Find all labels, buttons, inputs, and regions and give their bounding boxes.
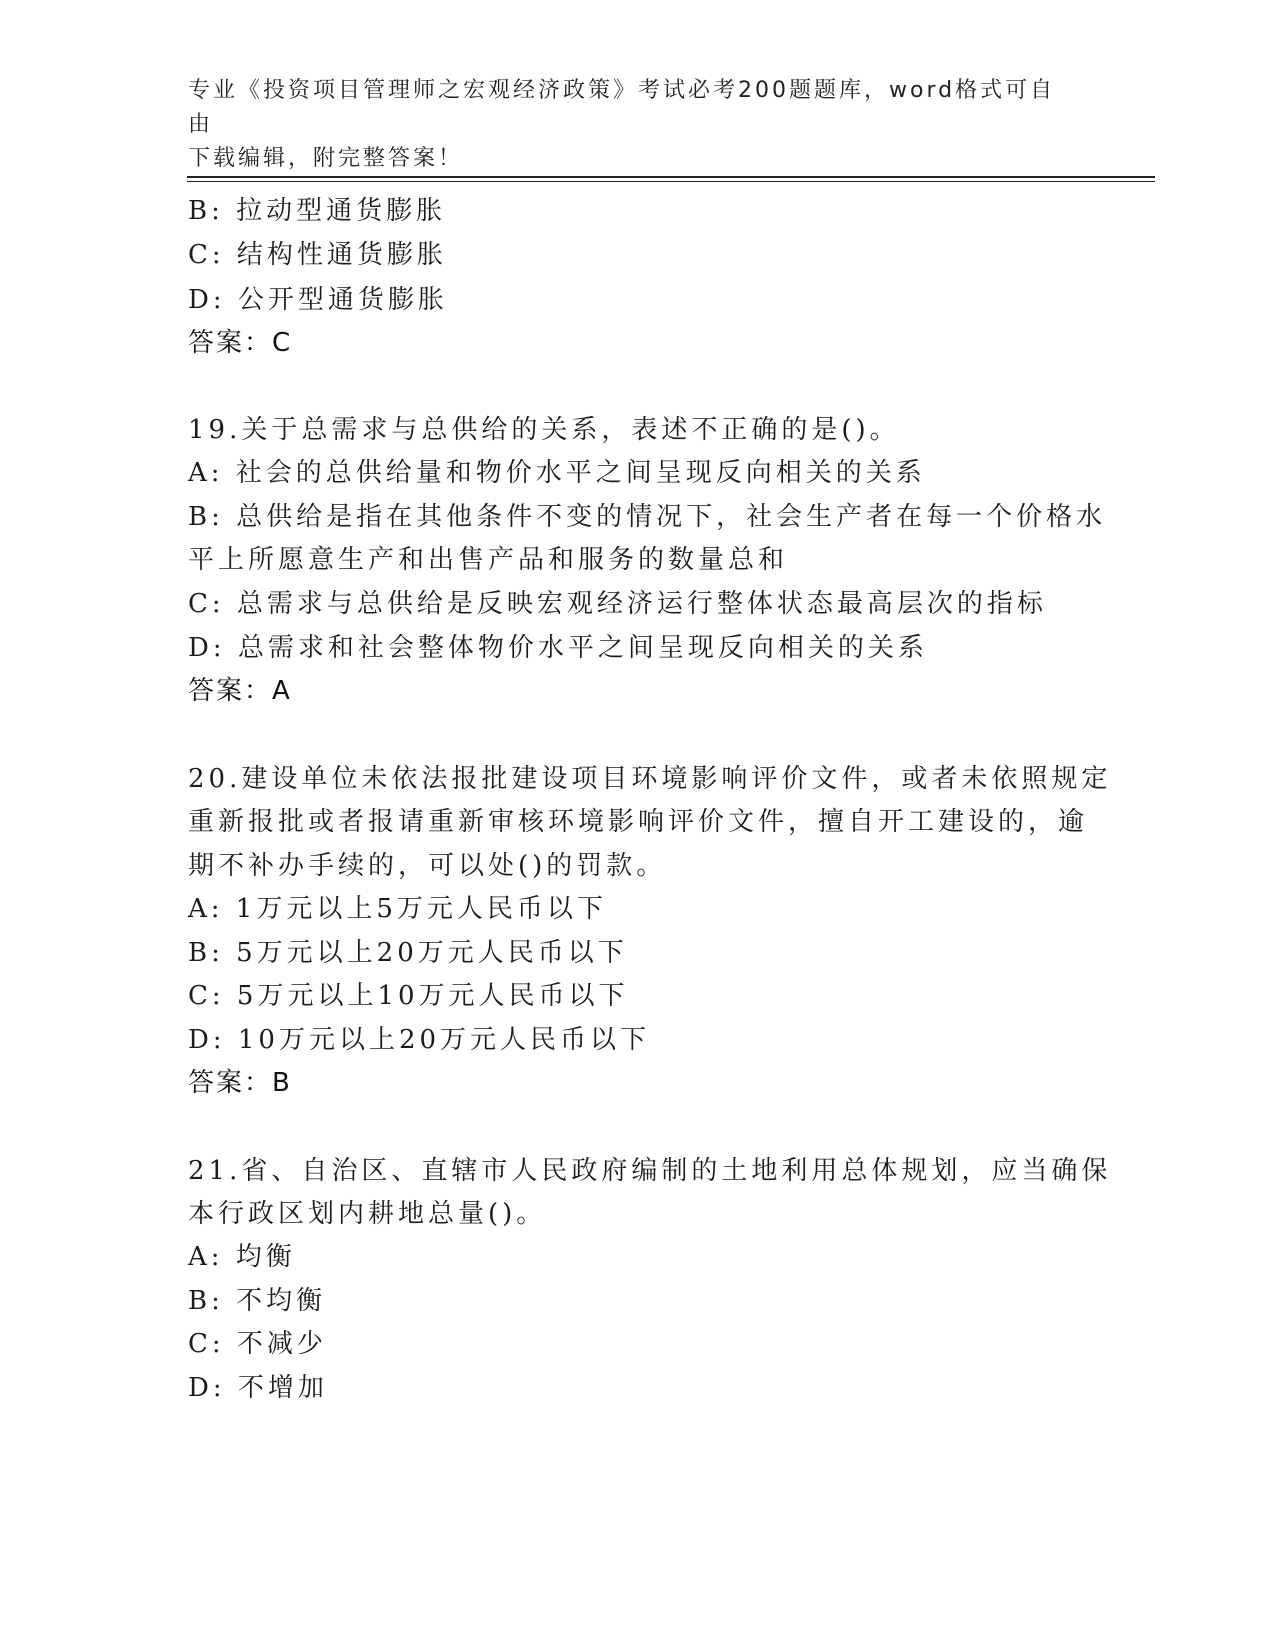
q21-stem-line-2: 本行政区划内耕地总量()。 <box>188 1199 547 1229</box>
header-line-1: 专业《投资项目管理师之宏观经济政策》考试必考200题题库，word格式可自由 <box>188 78 1056 137</box>
q19-stem: 19.关于总需求与总供给的关系，表述不正确的是()。 <box>188 415 900 445</box>
header-divider-thin <box>187 181 1155 182</box>
header-line-2: 下载编辑，附完整答案！ <box>188 146 464 171</box>
q18-option-b: B: 拉动型通货膨胀 <box>188 196 447 226</box>
q19-option-a: A: 社会的总供给量和物价水平之间呈现反向相关的关系 <box>188 458 926 488</box>
document-header <box>188 74 1068 176</box>
q19-option-d: D: 总需求和社会整体物价水平之间呈现反向相关的关系 <box>188 633 928 663</box>
q20-option-a: A: 1万元以上5万元人民币以下 <box>188 894 607 924</box>
q19-option-c: C: 总需求与总供给是反映宏观经济运行整体状态最高层次的指标 <box>188 589 1047 619</box>
q20-answer: 答案：B <box>188 1068 292 1098</box>
q20-stem-line-3: 期不补办手续的，可以处()的罚款。 <box>188 851 667 881</box>
q18-option-c: C: 结构性通货膨胀 <box>188 240 447 270</box>
q18-option-d: D: 公开型通货膨胀 <box>188 285 448 315</box>
q20-option-c: C: 5万元以上10万元人民币以下 <box>188 981 629 1011</box>
q21-option-c: C: 不减少 <box>188 1329 327 1359</box>
q21-stem-line-1: 21.省、自治区、直辖市人民政府编制的土地利用总体规划，应当确保 <box>188 1156 1112 1186</box>
q21-option-a: A: 均衡 <box>188 1242 296 1272</box>
q20-stem-line-1: 20.建设单位未依法报批建设项目环境影响评价文件，或者未依照规定 <box>188 764 1112 794</box>
q18-answer: 答案：C <box>188 328 293 358</box>
q20-option-b: B: 5万元以上20万元人民币以下 <box>188 938 628 968</box>
q19-option-b-line-2: 平上所愿意生产和出售产品和服务的数量总和 <box>188 545 789 575</box>
q19-option-b-line-1: B: 总供给是指在其他条件不变的情况下，社会生产者在每一个价格水 <box>188 502 1107 532</box>
q20-option-d: D: 10万元以上20万元人民币以下 <box>188 1025 651 1055</box>
q21-option-d: D: 不增加 <box>188 1373 328 1403</box>
q20-stem-line-2: 重新报批或者报请重新审核环境影响评价文件，擅自开工建设的，逾 <box>188 807 1089 837</box>
header-divider-thick <box>187 176 1155 178</box>
q21-option-b: B: 不均衡 <box>188 1286 327 1316</box>
q19-answer: 答案：A <box>188 676 292 706</box>
